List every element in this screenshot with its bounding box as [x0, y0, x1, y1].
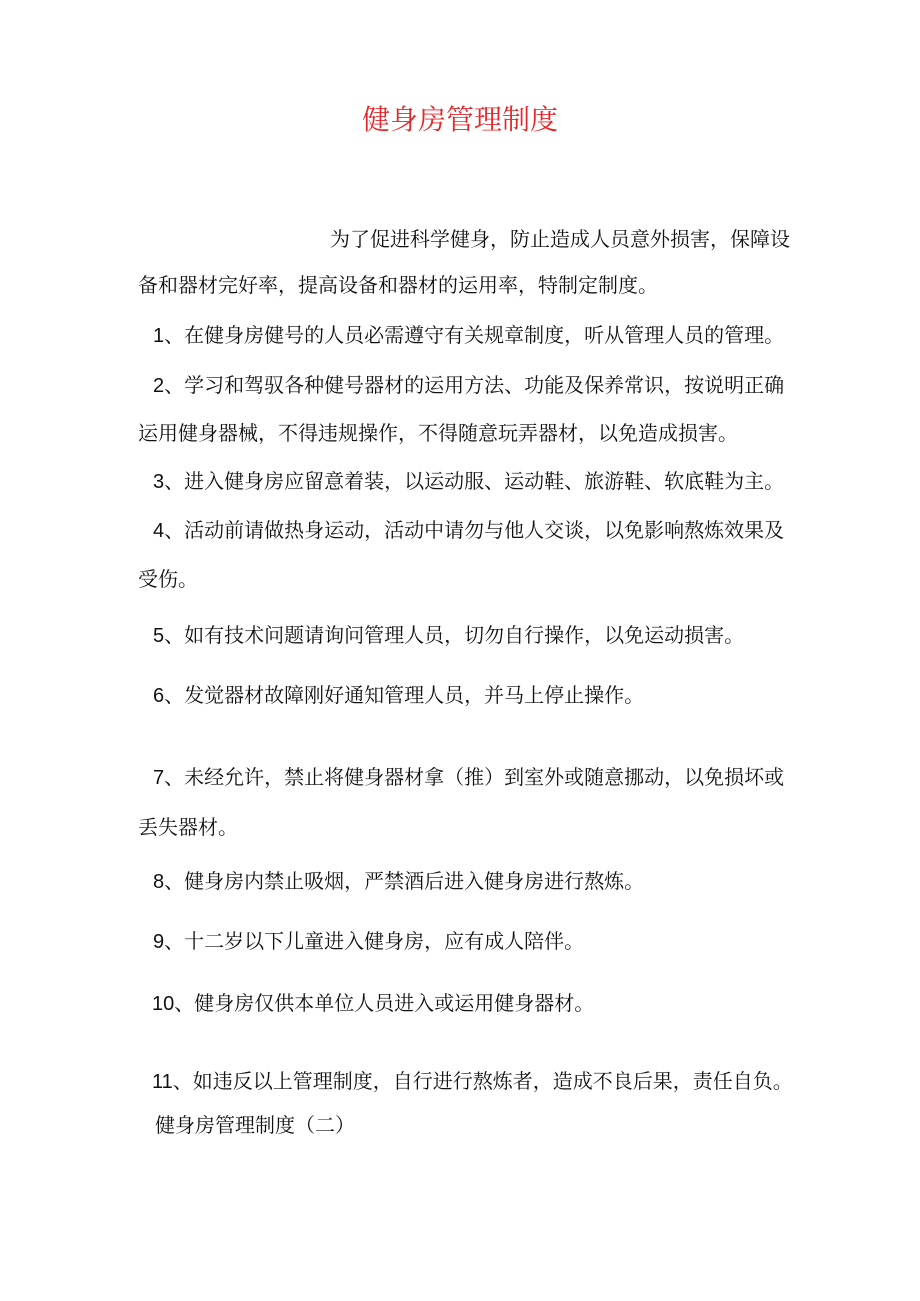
rule-2-continuation: 运用健身器械，不得违规操作，不得随意玩弄器材，以免造成损害。	[138, 421, 738, 445]
rule-number: 8	[153, 871, 165, 893]
rule-4	[153, 515, 784, 546]
rule-11	[152, 1066, 793, 1097]
rule-5	[153, 620, 744, 651]
rule-1	[153, 320, 784, 351]
document-title: 健身房管理制度	[361, 103, 558, 136]
intro-line-2: 备和器材完好率，提高设备和器材的运用率，特制定制度。	[138, 273, 658, 297]
rule-number: 1	[153, 325, 165, 347]
rule-9	[153, 926, 584, 957]
rule-number: 7	[153, 767, 165, 789]
rule-number: 11	[152, 1071, 173, 1093]
rule-text: 、健身房内禁止吸烟，严禁酒后进入健身房进行熬炼。	[164, 869, 645, 893]
rule-number: 6	[153, 685, 165, 707]
rule-number: 3	[153, 471, 165, 493]
rule-number: 2	[153, 375, 165, 397]
rule-6	[153, 680, 644, 711]
rule-text: 、健身房仅供本单位人员进入或运用健身器材。	[174, 991, 595, 1015]
rule-number: 4	[153, 520, 165, 542]
section-subheading: 健身房管理制度（二）	[155, 1113, 355, 1137]
rule-2	[153, 370, 784, 401]
rule-3	[153, 466, 784, 497]
rule-7	[153, 762, 784, 793]
rule-text: 、活动前请做热身运动，活动中请勿与他人交谈，以免影响熬炼效果及	[164, 518, 785, 542]
rule-text: 、未经允许，禁止将健身器材拿（推）到室外或随意挪动，以免损坏或	[164, 765, 785, 789]
rule-text: 、进入健身房应留意着装，以运动服、运动鞋、旅游鞋、软底鞋为主。	[164, 469, 785, 493]
rule-7-continuation: 丢失器材。	[138, 815, 238, 839]
rule-text: 、学习和驾驭各种健号器材的运用方法、功能及保养常识，按说明正确	[164, 373, 785, 397]
rule-10	[152, 988, 594, 1019]
rule-text: 、十二岁以下儿童进入健身房，应有成人陪伴。	[164, 929, 585, 953]
rule-text: 、发觉器材故障刚好通知管理人员，并马上停止操作。	[164, 683, 645, 707]
intro-line-1: 为了促进科学健身，防止造成人员意外损害，保障设	[330, 227, 790, 251]
rule-text: 、在健身房健号的人员必需遵守有关规章制度，听从管理人员的管理。	[164, 323, 785, 347]
rule-8	[153, 866, 644, 897]
rule-number: 5	[153, 625, 165, 647]
rule-number: 10	[152, 993, 175, 1015]
rule-text: 、如违反以上管理制度，自行进行熬炼者，造成不良后果，责任自负。	[172, 1069, 793, 1093]
rule-text: 、如有技术问题请询问管理人员，切勿自行操作，以免运动损害。	[164, 623, 745, 647]
rule-number: 9	[153, 931, 165, 953]
rule-4-continuation: 受伤。	[138, 567, 198, 591]
